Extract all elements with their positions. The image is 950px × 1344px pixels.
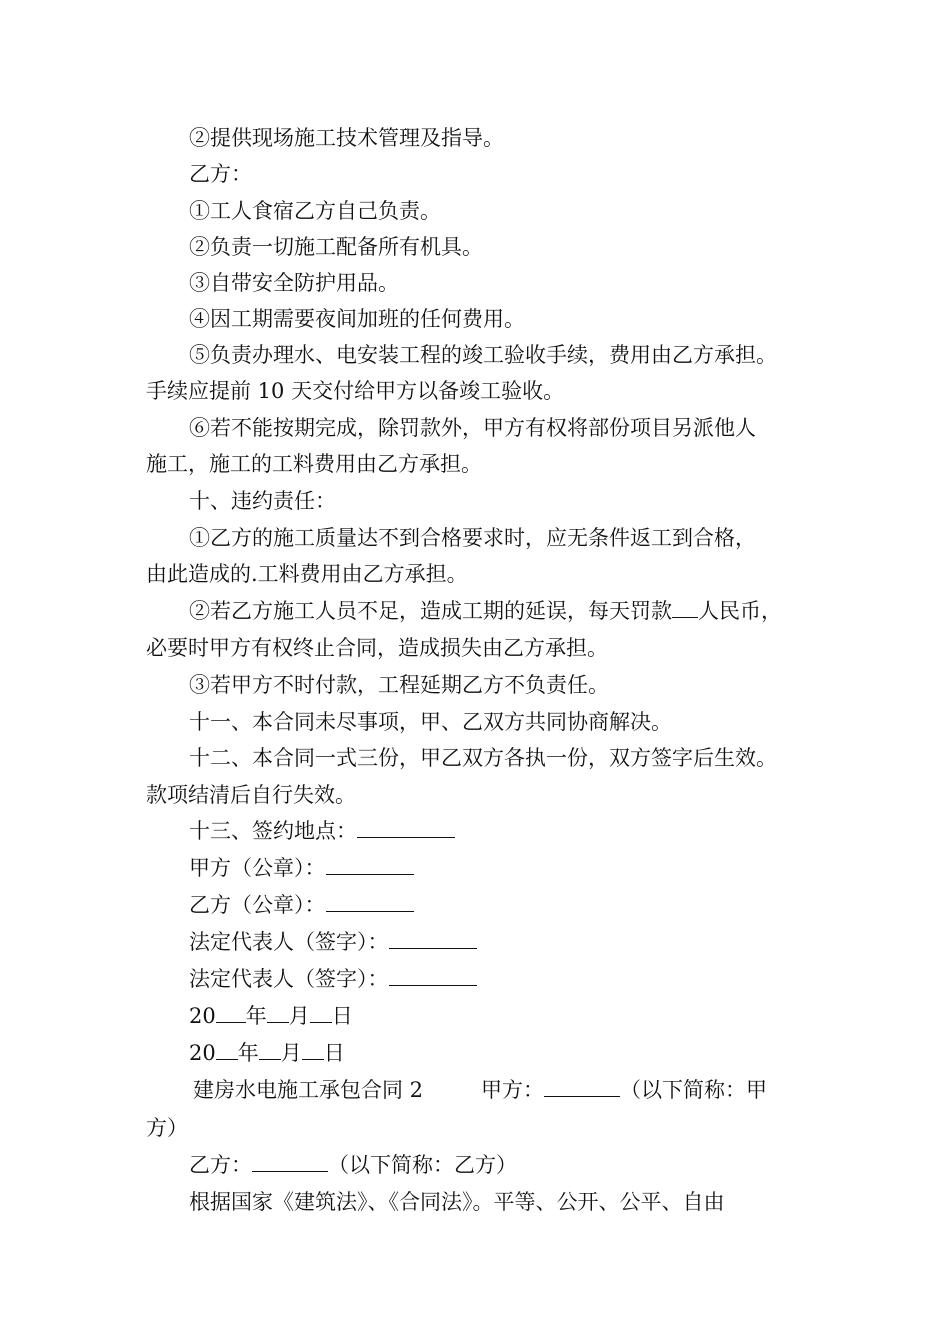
party-a-seal-line: 甲方（公章）： — [0, 854, 950, 882]
text-line: 十一、本合同未尽事项，甲、乙双方共同协商解决。 — [189, 710, 672, 734]
text-line: ②提供现场施工技术管理及指导。 — [189, 126, 504, 150]
day-blank — [302, 1039, 324, 1060]
text-line: 由此造成的.工料费用由乙方承担。 — [146, 562, 468, 586]
text-line: ⑤负责办理水、电安装工程的竣工验收手续，费用由乙方承担。 — [189, 343, 777, 367]
text-line: 手续应提前 10 天交付给甲方以备竣工验收。 — [146, 379, 565, 403]
text-line: ④因工期需要夜间加班的任何费用。 — [189, 307, 525, 331]
month-blank — [259, 1039, 281, 1060]
party-a-seal-blank — [326, 854, 414, 875]
party-b-seal-line: 乙方（公章）： — [0, 891, 950, 919]
section-heading: 十、违约责任： — [189, 489, 336, 513]
party-a-name-blank — [544, 1076, 620, 1097]
year-blank — [216, 1039, 238, 1060]
blank-field — [672, 597, 698, 618]
contract-title: 建房水电施工承包合同 2 — [193, 1078, 424, 1102]
party-b-name-blank — [252, 1151, 328, 1172]
text-line: ⑥若不能按期完成，除罚款外，甲方有权将部份项目另派他人 — [189, 416, 756, 440]
month-blank — [267, 1002, 289, 1023]
text-line: ①工人食宿乙方自己负责。 — [189, 199, 441, 223]
legal-rep-signature-line: 法定代表人（签字）： — [0, 965, 950, 993]
legal-rep-blank — [389, 965, 477, 986]
signing-place-line: 十三、签约地点： — [0, 817, 950, 845]
year-blank — [216, 1002, 246, 1023]
text-line: ②若乙方施工人员不足，造成工期的延误，每天罚款 人民币， — [189, 599, 782, 623]
party-b-seal-blank — [326, 891, 414, 912]
party-b-name-line: 乙方： （以下简称：乙方） — [189, 1153, 517, 1177]
signing-place-blank — [357, 817, 455, 838]
contract-title-line: 建房水电施工承包合同 2 甲方： （以下简称：甲 — [193, 1078, 768, 1102]
text-line: ①乙方的施工质量达不到合格要求时，应无条件返工到合格， — [189, 526, 756, 550]
text-line: 十二、本合同一式三份，甲乙双方各执一份，双方签字后生效。 — [189, 746, 777, 770]
date-line: 20 年 月 日 — [189, 1004, 353, 1028]
legal-rep-blank — [389, 928, 477, 949]
legal-rep-signature-line: 法定代表人（签字）： — [0, 928, 950, 956]
text-line: 方） — [146, 1116, 188, 1140]
text-line: ③若甲方不时付款，工程延期乙方不负责任。 — [189, 673, 609, 697]
text-line: 乙方： — [189, 162, 252, 186]
text-line: 施工，施工的工料费用由乙方承担。 — [146, 452, 482, 476]
date-line: 20 年 月 日 — [189, 1041, 345, 1065]
text-line: 款项结清后自行失效。 — [146, 783, 356, 807]
text-line: ②负责一切施工配备所有机具。 — [189, 235, 483, 259]
day-blank — [310, 1002, 332, 1023]
text-line: 必要时甲方有权终止合同，造成损失由乙方承担。 — [146, 636, 608, 660]
text-line: 根据国家《建筑法》、《合同法》。平等、公开、公平、自由 — [189, 1190, 725, 1214]
text-line: ③自带安全防护用品。 — [189, 271, 399, 295]
